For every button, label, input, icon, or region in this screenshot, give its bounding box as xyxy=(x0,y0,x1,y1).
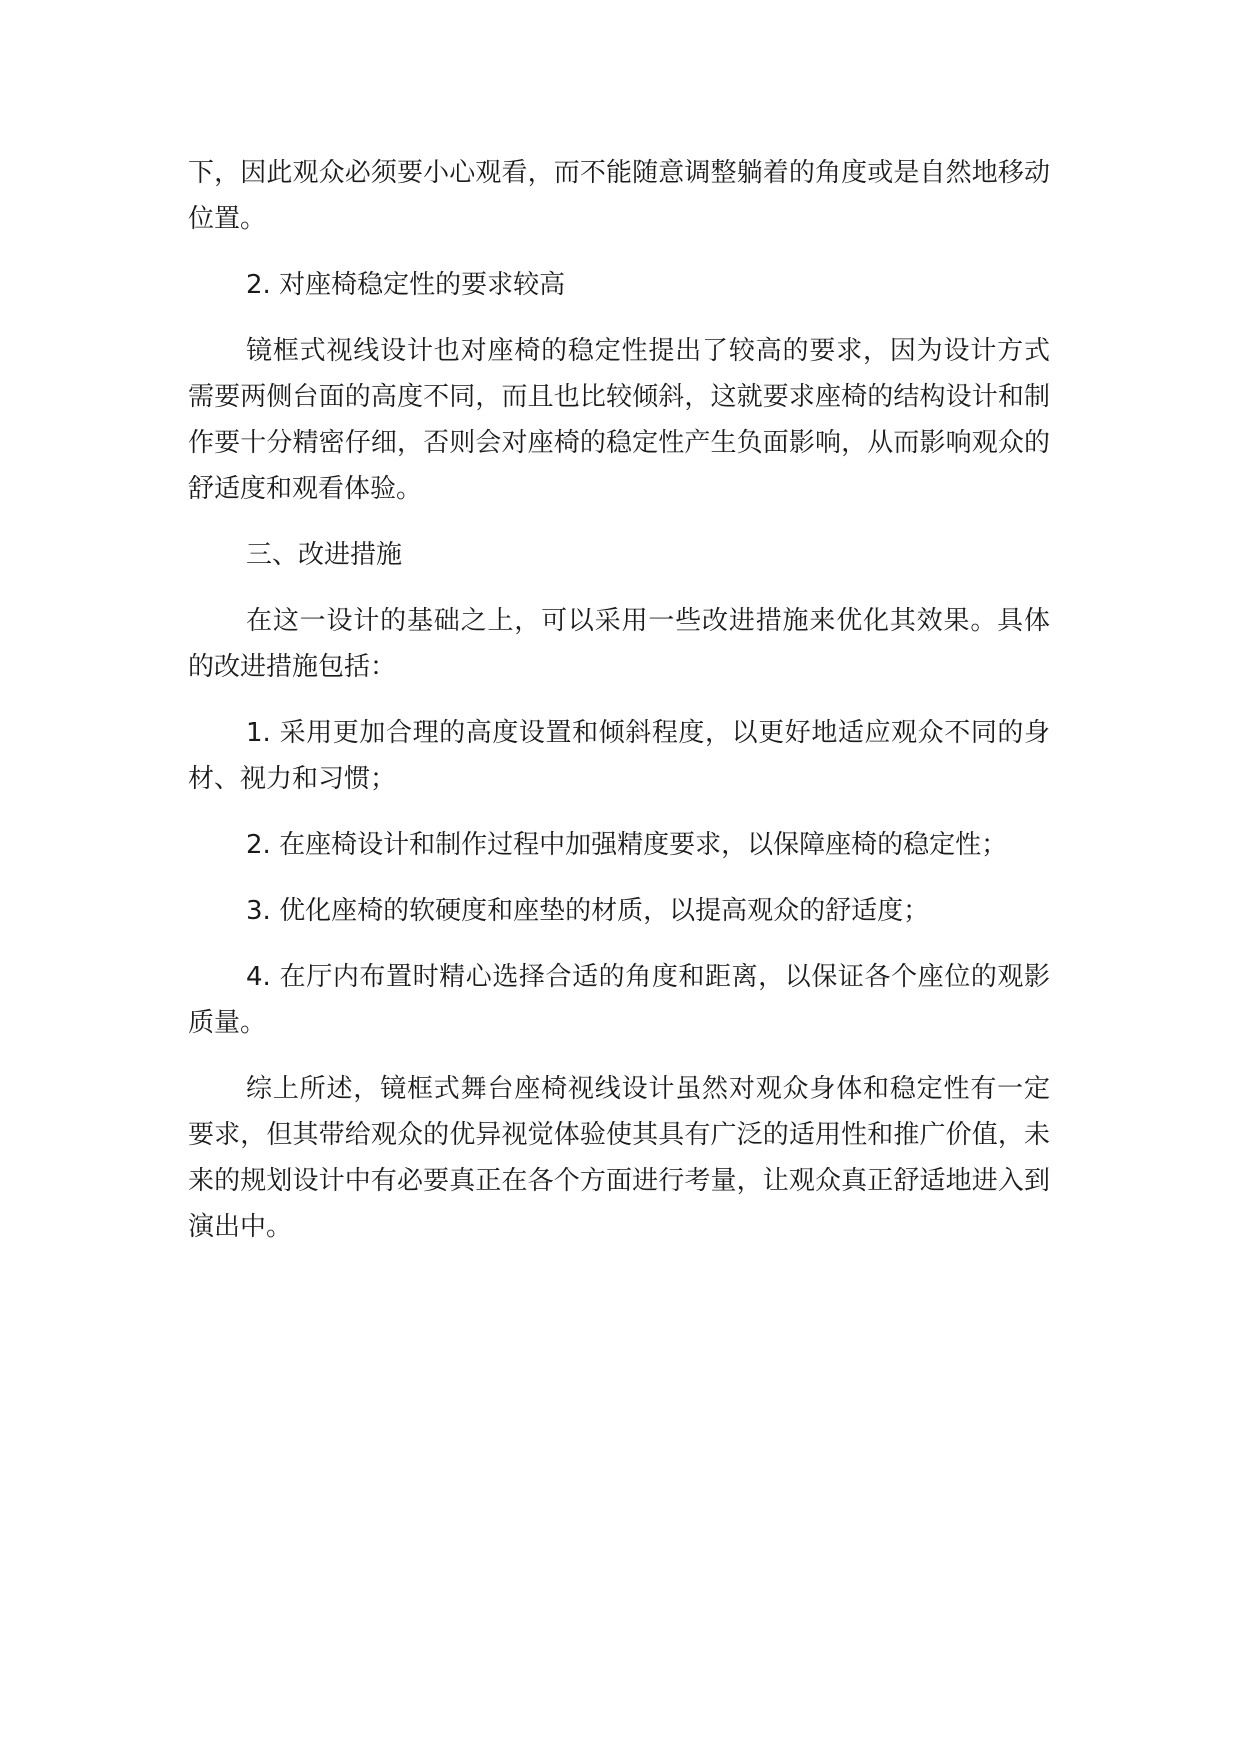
list-item-4: 4. 在厅内布置时精心选择合适的角度和距离，以保证各个座位的观影质量。 xyxy=(188,962,1050,1038)
paragraph-stability: 镜框式视线设计也对座椅的稳定性提出了较高的要求，因为设计方式需要两侧台面的高度不同，而且也比较倾斜，这就要求座椅的结构设计和制作要十分精密仔细，否则会对座椅的稳定性产生负面影响，从而影响观众的舒适度和观看体验。 xyxy=(188,336,1050,504)
paragraph-improvements-intro: 在这一设计的基础之上，可以采用一些改进措施来优化其效果。具体的改进措施包括： xyxy=(188,606,1050,682)
document-body xyxy=(188,150,1050,1270)
section-heading-improvements: 三、改进措施 xyxy=(246,540,403,570)
list-item-2: 2. 在座椅设计和制作过程中加强精度要求，以保障座椅的稳定性； xyxy=(246,830,1008,860)
list-item-3: 3. 优化座椅的软硬度和座垫的材质，以提高观众的舒适度； xyxy=(246,896,930,926)
subheading-stability: 2. 对座椅稳定性的要求较高 xyxy=(246,270,566,300)
paragraph-conclusion: 综上所述，镜框式舞台座椅视线设计虽然对观众身体和稳定性有一定要求，但其带给观众的优异视觉体验使其具有广泛的适用性和推广价值，未来的规划设计中有必要真正在各个方面进行考量，让观众真正舒适地进入到演出中。 xyxy=(188,1074,1050,1242)
paragraph-continuation: 下，因此观众必须要小心观看，而不能随意调整躺着的角度或是自然地移动位置。 xyxy=(188,158,1050,234)
list-item-1: 1. 采用更加合理的高度设置和倾斜程度，以更好地适应观众不同的身材、视力和习惯； xyxy=(188,718,1050,794)
